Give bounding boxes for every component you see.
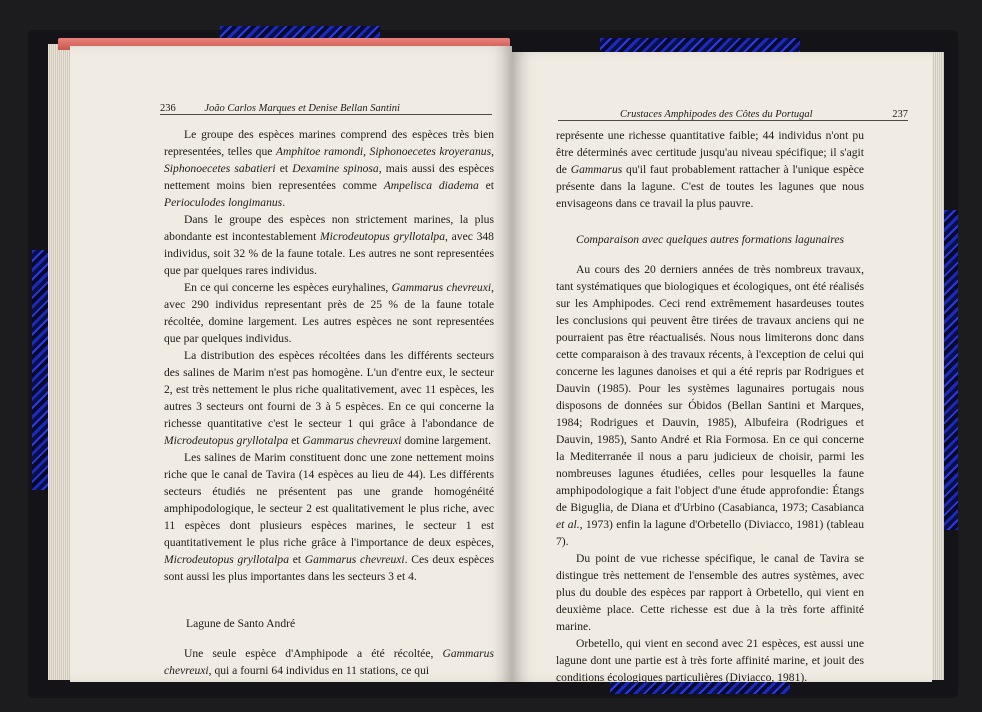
left-page-edges: [48, 44, 70, 680]
page-number-right: 237: [892, 109, 908, 120]
running-head-right: Crustaces Amphipodes des Côtes du Portugal: [620, 109, 813, 120]
text-run: Du point de vue richesse spécifique, le canal de Tavira se distingue très nettement de l'ensemble des autres systèmes, avec plus du double des espèces par rapport à Orbetello, qui vient en deuxième place. Cette richesse est due à la très forte affinité marine.: [556, 552, 864, 633]
text-run: En ce qui concerne les espèces euryhalines,: [184, 281, 392, 294]
text-run: domine largement.: [401, 434, 492, 447]
right-page-edges: [930, 52, 944, 680]
text-run: La distribution des espèces récoltées dans les différents secteurs des salines de Marim n'est pas homogène. L'un d'entre eux, le secteur 2, est très nettement le plus riche qualitativement, avec 11 espèces, les autres 3 secteurs ont fourni de 3 à 5 espèces. En ce qui concerne la richesse quantitative c'est le secteur 1 qui grâce à l'abondance de: [164, 349, 494, 430]
italic-taxon: et al.: [556, 518, 580, 531]
text-run: Dans le groupe des espèces non strictement marines, la plus abondante est incontestablement: [164, 213, 494, 243]
paragraph: [164, 347, 494, 449]
right-page: [512, 52, 932, 682]
right-body-text: [556, 127, 864, 686]
right-header-rule: [558, 120, 908, 121]
left-body-text: [164, 126, 494, 679]
italic-taxon: Dexamine spinosa: [292, 162, 379, 175]
paragraph: [164, 126, 494, 211]
section-heading-santo-andre: Lagune de Santo André: [186, 617, 296, 630]
text-run: .: [282, 196, 286, 209]
text-run: Une seule espèce d'Amphipode a été récoltée,: [184, 647, 443, 660]
left-paragraphs: [164, 126, 494, 585]
italic-taxon: Gammarus chevreuxi: [164, 647, 494, 677]
left-header-rule: [160, 114, 492, 115]
italic-taxon: Microdeutopus gryllotalpa: [164, 553, 289, 566]
text-run: Au cours des 20 derniers années de très nombreux travaux, tant systématiques que biologiques et écologiques, ont été réalisés sur les Amphipodes. Ceci rend extrêmement hasardeuses toutes les conclusions qui peuvent être tirées de travaux anciens qui ne pourraient pas être réactualisés. Nous nous limiterons donc dans cette comparaison à des travaux récents, à l'exception de celui qui concerne les lagunes danoises et qui a été repris par Rodrigues et Dauvin (1985). Pour les systèmes lagunaires portugais nous disposons de données sur Óbidos (Bellan Santini et Marques, 1984; Rodrigues et Dauvin, 1985), Albufeira (Rodrigues et Dauvin, 1985), Santo André et Ria Formosa. En ce qui concerne la Mediterranée il nous a paru judicieux de choisir, parmi les nombreuses lagunes étudiées, celles pour lesquelles la faune amphipodologique a fait l'object d'une étude approfondie: Étangs de Biguglia, de Diana et d'Urbino (Casabianca, 1973; Casabianca: [556, 263, 864, 514]
text-run: , avec 348 individus, soit 32 % de la faune totale. Les autres ne sont representées que par quelques rares individus.: [164, 230, 494, 277]
italic-taxon: Amphitoe ramondi, Siphonoecetes kroyeranus, Siphonoecetes sabatieri: [164, 145, 494, 175]
marbled-endpaper-left-edge: [32, 250, 48, 490]
text-run: qu'il faut probablement rattacher à l'unique espèce présente dans la lagune. C'est de toutes les lagunes que nous envisageons dans ce travail la plus pauvre.: [556, 163, 864, 210]
section-heading-comparaison: Comparaison avec quelques autres formations lagunaires: [575, 233, 845, 246]
text-run: Les salines de Marim constituent donc une zone nettement moins riche que le canal de Tavira (14 espèces au lieu de 44). Les différents secteurs étudiés ne présentent pas une grande homogénéité amphipodologique, le secteur 2 est qualitativement le plus riche, avec 11 espèces dont plusieurs espèces marines, le secteur 1 est quantitativement le plus riche grâce à l'importance de deux espèces,: [164, 451, 494, 549]
text-run: . Ces deux espèces sont aussi les plus importantes dans les secteurs 3 et 4.: [164, 553, 494, 583]
text-run: et: [478, 179, 494, 192]
left-after-paragraphs: [164, 645, 494, 679]
paragraph: [556, 550, 864, 635]
italic-taxon: Microdeutopus gryllotalpa: [164, 434, 289, 447]
paragraph: [164, 449, 494, 585]
italic-taxon: Gammarus: [570, 163, 623, 176]
page-number-left: 236: [160, 103, 176, 114]
italic-taxon: Gammarus chevreuxi: [304, 553, 405, 566]
text-run: , qui a fourni 64 individus en 11 stations, ce qui: [208, 664, 430, 677]
paragraph: [556, 261, 864, 550]
italic-taxon: Ampelisca diadema: [383, 179, 479, 192]
text-run: et: [288, 434, 303, 447]
text-run: Orbetello, qui vient en second avec 21 espèces, est aussi une lagune dont une partie est à très forte affinité marine, et jouit des conditions écologiques particulières (Diviacco, 1981).: [556, 637, 864, 684]
paragraph: [164, 645, 494, 679]
marbled-endpaper-right-edge: [944, 210, 958, 530]
text-run: et: [289, 553, 305, 566]
paragraph: [164, 279, 494, 347]
text-run: , mais aussi des espèces nettement moins bien representées comme: [164, 162, 494, 192]
paragraph: [164, 211, 494, 279]
left-page: [70, 46, 512, 682]
marbled-endpaper-top-right: [600, 38, 800, 52]
right-paragraphs: [556, 127, 864, 212]
text-run: Le groupe des espèces marines comprend des espèces très bien representées, telles que: [164, 128, 494, 158]
paragraph: [556, 635, 864, 686]
text-run: , avec 290 individus representant près de 25 % de la faune totale récoltée, domine largement. Les autres espèces ne sont representées que par quelques individus.: [164, 281, 494, 345]
paragraph: [556, 127, 864, 212]
text-run: représente une richesse quantitative faible; 44 individus n'ont pu être déterminés avec certitude jusqu'au niveau spécifique; il s'agit de: [556, 129, 864, 176]
italic-taxon: Gammarus chevreuxi: [391, 281, 492, 294]
text-run: et: [275, 162, 293, 175]
italic-taxon: Gammarus chevreuxi: [302, 434, 402, 447]
italic-taxon: Perioculodes longimanus: [164, 196, 283, 209]
italic-taxon: Microdeutopus gryllotalpa: [320, 230, 446, 243]
text-run: , 1973) enfin la lagune d'Orbetello (Diviacco, 1981) (tableau 7).: [556, 518, 864, 548]
running-head-left: João Carlos Marques et Denise Bellan Santini: [204, 103, 400, 114]
right-after-paragraphs: [556, 261, 864, 686]
